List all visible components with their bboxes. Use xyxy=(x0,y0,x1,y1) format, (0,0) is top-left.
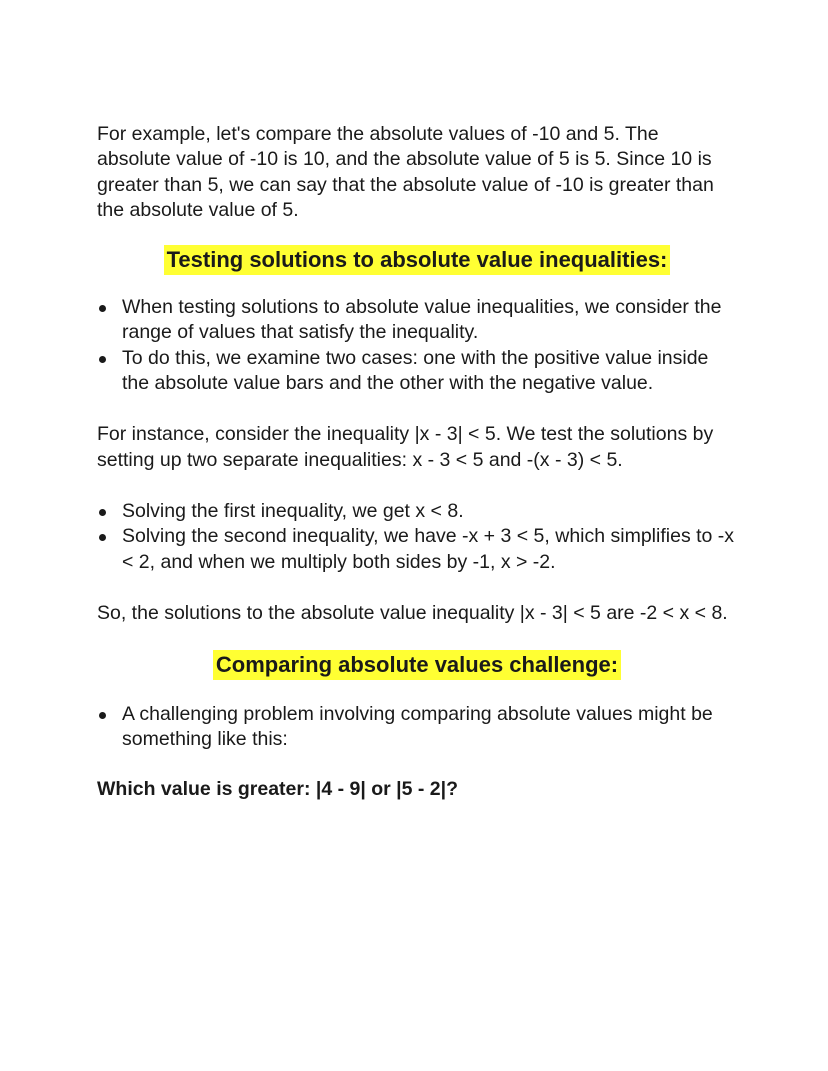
challenge-question: Which value is greater: |4 - 9| or |5 - 2|? xyxy=(97,777,459,800)
list-item xyxy=(97,524,737,575)
section-heading-testing-solutions xyxy=(97,245,737,275)
list-item-text: Solving the second inequality, we have -x + 3 < 5, which simplifies to -x < 2, and when we multiply both sides by -1, x > -2. xyxy=(122,525,735,573)
list-item-text: Solving the first inequality, we get x < 8. xyxy=(122,499,464,522)
section-heading-challenge xyxy=(97,650,737,680)
instance-paragraph: For instance, consider the inequality |x - 3| < 5. We test the solutions by setting up two separate inequalities: x - 3 < 5 and -(x - 3) < 5. xyxy=(97,423,714,471)
heading-text: Testing solutions to absolute value inequalities: xyxy=(164,245,671,275)
bullet-icon xyxy=(99,305,106,312)
list-item xyxy=(97,702,737,753)
list-item xyxy=(97,295,737,346)
testing-bullet-list xyxy=(97,295,737,396)
document-page xyxy=(97,122,737,802)
solving-steps-list xyxy=(97,499,737,575)
list-item-text: A challenging problem involving comparing absolute values might be something like this: xyxy=(122,703,713,751)
list-item xyxy=(97,346,737,397)
bullet-icon xyxy=(99,356,106,363)
conclusion-paragraph: So, the solutions to the absolute value inequality |x - 3| < 5 are -2 < x < 8. xyxy=(97,601,728,624)
intro-paragraph: For example, let's compare the absolute values of -10 and 5. The absolute value of -10 is 10, and the absolute value of 5 is 5. Since 10 is greater than 5, we can say that the absolute value of -10 is greater than the absolute value of 5. xyxy=(97,123,714,221)
bullet-icon xyxy=(99,509,106,516)
bullet-icon xyxy=(99,712,106,719)
heading-text: Comparing absolute values challenge: xyxy=(213,650,621,680)
challenge-bullet-list xyxy=(97,702,737,753)
list-item xyxy=(97,499,737,524)
bullet-icon xyxy=(99,534,106,541)
list-item-text: When testing solutions to absolute value inequalities, we consider the range of values that satisfy the inequality. xyxy=(122,296,722,344)
list-item-text: To do this, we examine two cases: one with the positive value inside the absolute value bars and the other with the negative value. xyxy=(122,346,709,395)
